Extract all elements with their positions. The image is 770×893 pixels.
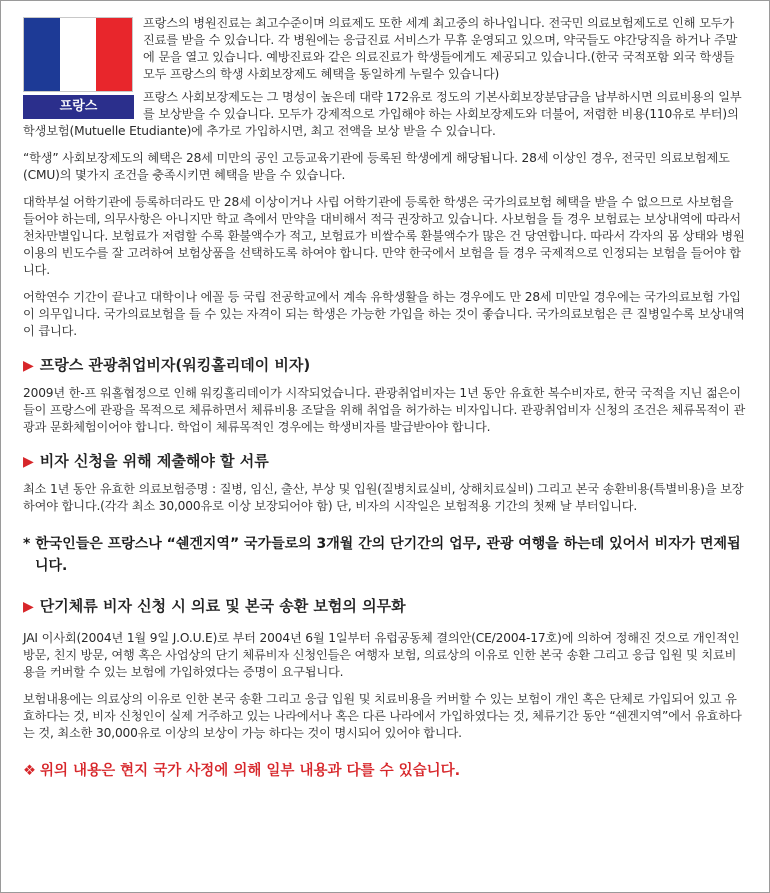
france-flag-icon: [23, 17, 133, 92]
flag-stripe-blue: [24, 18, 60, 91]
section-heading-short-stay-insurance: [23, 595, 747, 618]
section-title: 비자 신청을 위해 제출해야 할 서류: [39, 452, 269, 470]
triangle-right-icon: ▶: [23, 358, 34, 374]
visa-exemption-note: * 한국인들은 프랑스나 “쉔겐지역” 국가들로의 3개월 간의 단기간의 업무, 관광 여행을 하는데 있어서 비자가 면제됩니다.: [23, 536, 741, 574]
intro-paragraph-5: 어학연수 기간이 끝나고 대학이나 에꼴 등 국립 전공학교에서 계속 유학생활을 하는 경우에도 만 28세 미만일 경우에는 국가의료보험 가입이 의무입니다. 국가의료보험을 들 수 있는 자격이 되는 학생은 가능한 가입을 하는 것이 좋습니다. 국가의료보험은 큰 질병일수록 보상내역이 큽니다.: [23, 290, 745, 338]
section-heading-required-documents: [23, 450, 747, 473]
intro-block: [23, 15, 747, 340]
country-label: 프랑스: [23, 95, 134, 119]
flag-stripe-white: [60, 18, 96, 91]
four-diamond-ornament-icon: ❖: [23, 763, 36, 779]
triangle-right-icon: ▶: [23, 599, 34, 615]
triangle-right-icon: ▶: [23, 454, 34, 470]
disclaimer-text: 위의 내용은 현지 국가 사정에 의해 일부 내용과 다를 수 있습니다.: [40, 763, 461, 779]
flag-stripe-red: [96, 18, 132, 91]
country-flag-box: [23, 17, 134, 119]
intro-paragraph-3: “학생” 사회보장제도의 혜택은 28세 미만의 공인 고등교육기관에 등록된 학생에게 해당됩니다. 28세 이상인 경우, 전국민 의료보험제도(CMU)의 몇가지 조건을 충족시키면 혜택을 받을 수 있습니다.: [23, 151, 730, 182]
section-title: 단기체류 비자 신청 시 의료 및 본국 송환 보험의 의무화: [39, 597, 406, 615]
disclaimer: [23, 760, 747, 782]
section-heading-working-holiday: [23, 354, 747, 377]
section-title: 프랑스 관광취업비자(워킹홀리데이 비자): [39, 356, 311, 374]
section-body-short-stay-1: JAI 이사회(2004년 1월 9일 J.O.U.E)로 부터 2004년 6월 1일부터 유럽공동체 결의안(CE/2004-17호)에 의하여 정해진 것으로 개인적인 방문, 친지 방문, 여행 혹은 사업상의 단기 체류비자 신청인들은 여행자 보험, 의료상의 이유로 인한 본국 송환 그리고 응급 입원 및 치료비용을 커버할 수 있는 보험에 가입하였다는 증명이 요구됩니다.: [23, 631, 740, 679]
intro-paragraph-2: 프랑스 사회보장제도는 그 명성이 높은데 대략 172유로 정도의 기본사회보장분담금을 납부하시면 의료비용의 일부를 보상받을 수 있습니다. 모두가 강제적으로 가입해야 하는 사회보장제도와 더불어, 저렴한 비용(110유로 부터)의 학생보험(Mutuelle Etudiante)에 추가로 가입하시면, 최고 전액을 보상 받을 수 있습니다.: [23, 90, 742, 138]
intro-paragraph-4: 대학부설 어학기관에 등록하더라도 만 28세 이상이거나 사립 어학기관에 등록한 학생은 국가의료보험 혜택을 받을 수 없으므로 사보험을 들어야 하는데, 의무사항은 아니지만 학교 측에서 만약을 대비해서 적극 권장하고 있습니다. 사보험을 들 경우 보험료는 보상내역에 따라서 천차만별입니다. 보험료가 저렴할 수록 환불액수가 적고, 보험료가 비쌀수록 환불액수가 많은 건 당연합니다. 따라서 각자의 몸 상태와 병원이용의 빈도수를 잘 고려하여 보험상품을 선택하도록 하여야 합니다. 만약 한국에서 보험을 들 경우 국제적으로 인정되는 보험을 들어야 합니다.: [23, 195, 745, 277]
section-body-short-stay-2: 보험내용에는 의료상의 이유로 인한 본국 송환 그리고 응급 입원 및 치료비용을 커버할 수 있는 보험이 개인 혹은 단체로 가입되어 있고 유효하다는 것, 비자 신청인이 실제 거주하고 있는 나라에서나 혹은 다른 나라에서 가입하였다는 것, 체류기간 동안 “쉔겐지역”에서 유효하다는 것, 최소한 30,000유로 이상의 보상이 가능 하다는 것이 명시되어 있어야 합니다.: [23, 692, 742, 740]
intro-paragraph-1: 프랑스의 병원진료는 최고수준이며 의료제도 또한 세계 최고중의 하나입니다. 전국민 의료보험제도로 인해 모두가 진료를 받을 수 있습니다. 각 병원에는 응급진료 서비스가 무휴 운영되고 있으며, 약국들도 야간당직을 하거나 주말에 문을 열고 있습니다. 예방진료와 같은 의료진료가 학생들에게도 제공되고 있습니다.(한국 국적포함 외국 학생들 모두 프랑스의 학생 사회보장제도 혜택을 동일하게 누릴수 있습니다): [143, 16, 738, 81]
section-body-required-documents: 최소 1년 동안 유효한 의료보험증명 : 질병, 임신, 출산, 부상 및 입원(질병치료실비, 상해치료실비) 그리고 본국 송환비용(특별비용)을 보장하여야 합니다.(각각 최소 30,000유로 이상 보장되어야 함) 단, 비자의 시작일은 보험적용 기간의 첫째 날 부터입니다.: [23, 482, 744, 513]
section-body-working-holiday: 2009년 한-프 워홀협정으로 인해 워킹홀리데이가 시작되었습니다. 관광취업비자는 1년 동안 유효한 복수비자로, 한국 국적을 지닌 젊은이들이 프랑스에 관광을 목적으로 체류하면서 체류비용 조달을 위해 취업을 허가하는 비자입니다. 관광취업비자 신청의 조건은 체류목적이 관광과 문화체험이어야 합니다. 학업이 체류목적인 경우에는 학생비자를 발급받아야 합니다.: [23, 386, 746, 434]
